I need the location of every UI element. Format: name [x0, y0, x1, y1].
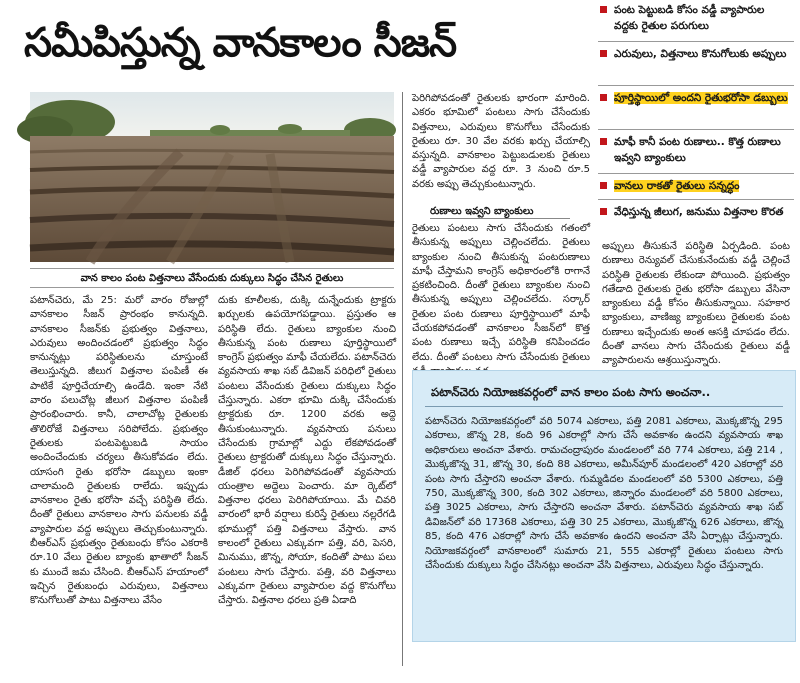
highlight-item: పూర్తిస్థాయిలో అందని రైతుభరోసా డబ్బులు [598, 90, 794, 130]
highlight-item: మాఫీ కానీ పంట రుణాలు.. కొత్త రుణాలు ఇవ్వని బ్యాంకులు [598, 134, 794, 174]
bullet-square-icon [600, 138, 607, 145]
article-column-4 [602, 240, 790, 368]
column-divider [402, 92, 403, 666]
article-column-2 [218, 294, 396, 666]
bullet-square-icon [600, 208, 607, 215]
article-text: పెరిగిపోవడంతో రైతులకు భారంగా మారింది. ఎకరం భూమిలో పంటలు సాగు చేసేందుకు విత్తనాలు, ఎరువులు కొనుగోలు చేసేందుకు రైతులు రూ. 30 వేల వరకు ఖర్చు చేయాల్సి వస్తున్నది. వానకాలం పెట్టుబడులకు రైతులు వడ్డీ వ్యాపారుల వద్ద రూ. 3 నుంచి రూ.5 వరకు అప్పు తెచ్చుకుంటున్నారు. [412, 93, 590, 190]
bullet-square-icon [600, 94, 607, 101]
highlight-item: వానలు రాకతో రైతులు సన్నద్ధం [598, 178, 794, 200]
article-text: రైతులు పంటలు సాగు చేసేందుకు గతంలో తీసుకున్న అప్పులు చెల్లించలేదు. రైతులు బ్యాంకుల నుంచి తీసుకున్న పంటరుణాలు మాఫీ చేస్తామని కాంగ్రెస్ అధికారంలోకి రాగానే ప్రకటించింది. దీంతో రైతులు బ్యాంకుల నుంచి తీసుకున్న అప్పులు చెల్లించలేదు. సర్కార్ రైతుల పంట రుణాలు పూర్తిస్థాయిలో మాఫీ చేయకపోవడంతో వానకాలం సీజన్‌లో కొత్త పంట రుణాలు ఇచ్చే పరిస్థితి కనిపించడం లేదు. దీంతో పంటలు సాగు చేసేందుకు రైతులు [412, 223, 590, 363]
crop-estimate-box [412, 370, 796, 642]
field-photo [30, 92, 394, 262]
bullet-square-icon [600, 182, 607, 189]
bullet-square-icon [600, 6, 607, 13]
highlights-sidebar [598, 2, 794, 238]
article-column-3-bottom [412, 222, 590, 370]
article-text: అప్పులు తీసుకునే పరిస్థితి ఏర్పడింది. పంట రుణాలు రెన్యువల్ చేసుకునేందుకు వడ్డీ చెల్లించే పరిస్థితి రైతులకు లేకుండా పోయింది. ప్రభుత్వం గతేడాది రైతులకు రైతు భరోసా డబ్బులు వేసినా బ్యాంకులు వడ్డీ కోసం తీసుకున్నాయి. సహకార బ్యాంకులు, వాణిజ్య బ్యాంకులు రైతులకు పంట రుణాలు ఇచ్చేందుకు అంత ఆసక్తి చూపడం లేదు. దీంతో వానలు సాగు చేసేందుకు రైతులు వడ్డీ వ్యాపారులను ఆశ్రయిస్తున్నారు. [602, 241, 790, 367]
article-text: పటాన్‌చెరు, మే 25: మరో వారం రోజుల్లో వానకాలం సీజన్ ప్రారంభం కానున్నది. వానకాలం సీజన్‌కు ప్రభుత్వం విత్తనాలు, ఎరువులు అందించడంలో ప్రభుత్వం సిద్ధం కానున్నట్లు పరిస్థితులను చూస్తుంటే తెలుస్తున్నది. జీలుగ విత్తనాల పంపిణీ ఈ పాటికే పూర్తిచేయాల్సి ఉండేది. ఇంకా నేటి వారం పలుచోట్ల జీలుగ విత్తనాల పంపిణీ ప్రారంభించారు. కానీ, చాలాచోట్ల రైతులకు తొలిరోజే విత్తనాలు సరిపోలేదు. ప్రభుత్వం రైతులకు పంటపెట్టుబడి సాయం అందించేందుకు చర్యలు తీసుకోవడం లేదు. యాసంగి రైతు భరోసా డబ్బులు ఇంకా చాలామంది రైతులకు రాలేదు. ఇప్పుడు వానకాలం రైతు భరోసా వచ్చే పరిస్థితి లేదు. దీంతో రైతులు వానకాలం సాగు పనులకు వడ్డీ వ్యాపారుల వద్ద అప్పులు తెచ్చుకుంటున్నారు. బీఆర్‌ఎస్ ప్రభుత్వం రైతుబంధు కోసం ఎకరాకి రూ.10 వేలు రైతుల బ్యాంకు ఖాతాలో సీజన్ కు ముందే జమ చేసింది. బీఆర్‌ఎస్ హయాంలో ఇచ్చిన రైతుబంధు ఎరువులు, విత్తనాలు కొనుగోలుతో పాటు విత్తనాలు వేసేం [30, 295, 208, 607]
highlight-item: వేధిస్తున్న జీలుగ, జనుము విత్తనాల కొరత [598, 204, 794, 244]
box-title: పటాన్‌చెరు నియోజకవర్గంలో వాన కాలం పంట సాగు అంచనా.. [425, 381, 783, 407]
photo-caption: వాన కాలం పంట విత్తనాలు వేసేందుకు దుక్కులు సిద్ధం చేసిన రైతులు [30, 268, 394, 288]
box-body: పటాన్‌చెరు నియోజకవర్గంలో వరి 5074 ఎకరాలు, పత్తి 2081 ఎకరాలు, మొక్కజొన్న 295 ఎకరాలు, జొన్న 28, కంది 96 ఎకరాల్లో సాగు చేసే అవకాశం ఉందని వ్యవసాయ శాఖ అధికారులు అంచనా వేశారు. రామచంద్రాపురం మండలంలో వరి 774 ఎకరాలు, పత్తి 214 , మొక్కజొన్న 31, జొన్న 30, కంది 88 ఎకరాలు, అమీన్‌పూర్ మండలంలో 420 ఎకరాల్లో వరి పంట సాగు చేస్తారని అంచనా వేశారు. గుమ్మడిదల మండలంలో వరి 5300 ఎకరాలు, పత్తి 750, మొక్కజొన్న 300, కంది 302 ఎకరాలు, జిన్నారం మండలంలో వరి 5800 ఎకరాలు, పత్తి 3025 ఎకరాలు, సాగు చేస్తారని అంచనా వేశారు. పటాన్‌చెరు వ్యవసాయ శాఖ సబ్ డివిజన్‌లో వరి 17368 ఎకరాలు, పత్తి 30 25 ఎకరాలు, మొక్కజొన్న 626 ఎకరాలు, జొన్న 85, కంది 476 ఎకరాల్లో సాగు చేసే అవకాశం ఉందని అంచనా వేసి ఏర్పాట్లు చేస్తున్నారు. నియోజకవర్గంలో వానకాలంలో సుమారు 21, 555 ఎకరాల్లో రైతులు పంటలు సాగు చేసేందుకు దుక్కులు సిద్ధం చేసినట్లు అంచనా వేసి విత్తనాలు, ఎరువులు సిద్ధం చేస్తున్నారు. [425, 416, 783, 572]
article-column-3-top [412, 92, 590, 202]
headline: సమీపిస్తున్న వానకాలం సీజన్ [24, 20, 457, 66]
highlight-item: ఎరువులు, విత్తనాలు కొనుగోలుకు అప్పులు [598, 46, 794, 86]
subheading: రుణాలు ఇవ్వని బ్యాంకులు [430, 204, 570, 219]
article-column-1 [30, 294, 208, 666]
article-text: దుకు కూలీలకు, దుక్కి దున్నేందుకు ట్రాక్టరు ఖర్చులకు ఉపయోగపడ్డాయి. ప్రస్తుతం ఆ పరిస్థితి లేదు. రైతులు బ్యాంకుల నుంచి తీసుకున్న పంట రుణాలు పూర్తిస్థాయిలో కాంగ్రెస్ ప్రభుత్వం మాఫీ చేయలేదు. పటాన్‌చెరు వ్యవసాయ శాఖ సబ్ డివిజన్ పరిధిలో రైతులు పంటలు వేసేందుకు రైతులు దుక్కులు సిద్ధం చేస్తున్నారు. ఎకరా భూమి దుక్కి చేసేందుకు ట్రాక్టరుకు రూ. 1200 వరకు అద్దె తీసుకుంటున్నారు. వ్యవసాయ పనులు చేసేందుకు గ్రామాల్లో ఎద్దు లేకపోవడంతో రైతులు ట్రాక్టరుతో దుక్కులు సిద్ధం చేస్తున్నారు. డీజిల్ ధరలు పెరిగిపోవడంతో వ్యవసాయ యంత్రాల అద్దెలు పెంచారు. మా ర్కెట్‌లో విత్తనాల ధరలు పెరిగిపోయాయి. మే చివరి వారంలో భారీ వర్షాలు కురిస్తే రైతులు నల్లరేగడి భూముల్లో పత్తి విత్తనాలు వేస్తారు. వాన కాలంలో రైతులు ఎక్కువగా పత్తి, వరి, పెసరి, మినుము, జొన్న, సోయా, కందితో పాటు పలు పంటలు సాగు చేస్తారు. పత్తి, వరి విత్తనాలు ఎక్కువగా రైతులు వ్యాపారుల వద్ద కొనుగోలు చేస్తారు. విత్తనాల ధరలు ప్రతి ఏడాది [218, 295, 396, 607]
highlight-item: పంట పెట్టుబడి కోసం వడ్డీ వ్యాపారుల వద్దకు రైతుల పరుగులు [598, 2, 794, 42]
plowed-field-image [30, 92, 394, 262]
bullet-square-icon [600, 50, 607, 57]
